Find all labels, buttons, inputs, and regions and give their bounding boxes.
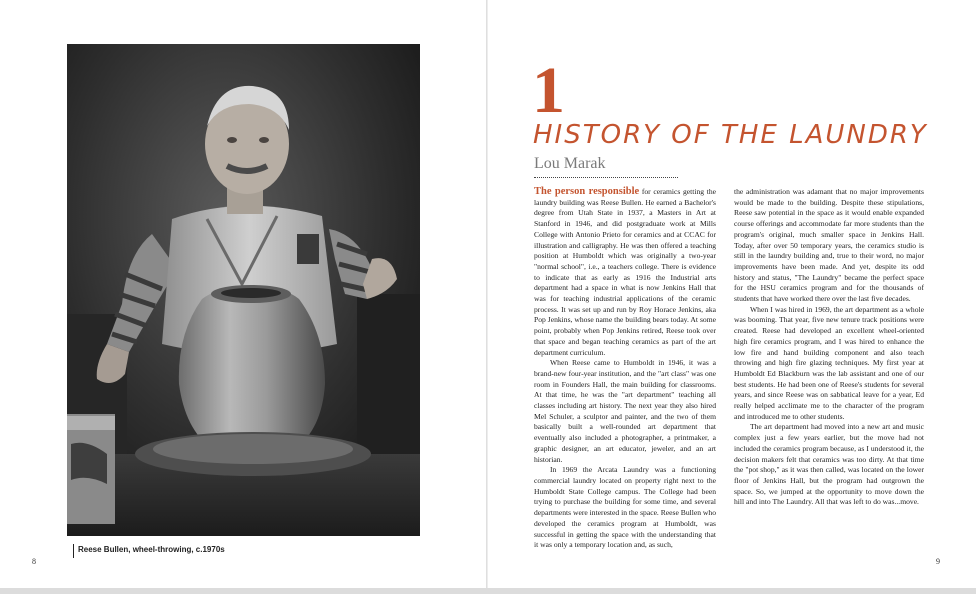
paragraph-text: for ceramics getting the laundry building was Reese Bullen. He earned a Bachelor's degree from Utah State in 1937, a Masters in Art at Stanford in 1946, and did postgraduate work at Mills College with Antonio Prieto for ceramics and at CCAC for illustration and calligraphy. He was then offered a teaching position at Humboldt which was originally a two-year "normal school", i.e., a teachers college. There is evidence to indicate that as early as 1916 the Industrial arts department had a space in what is now Jenkins Hall that was for teaching industrial applications of the ceramic process. It was set up and run by Roy Horace Jenkins, aka Pop Jenkins, whose name the building bears today. At some point, probably when Pop Jenkins retired, Reese took over that space and began teaching ceramics as part of the art department curriculum. bbox=[534, 187, 716, 357]
portrait-photo bbox=[67, 44, 420, 536]
paragraph: the administration was adamant that no major improvements would be made to the building. Despite these stipulations, Reese saw potential in the space as it would enable expanded course offerings and accommodate far more students than the program's original, much smaller space in Jenkins Hall. Today, after over 50 temporary years, the ceramics studio is still in the laundry building and, true to their word, no major improvements have been made. And yet, despite its odd history and status, "The Laundry" became the perfect space for the HSU ceramics program and for the thousands of students that have worked there over the last five decades. bbox=[734, 187, 924, 304]
caption-rule bbox=[73, 544, 74, 558]
paragraph bbox=[534, 187, 716, 358]
page-edge bbox=[0, 588, 976, 594]
lead-in: The person responsible bbox=[534, 186, 640, 197]
potter-illustration bbox=[67, 44, 420, 536]
book-gutter bbox=[486, 0, 488, 594]
paragraph: When Reese came to Humboldt in 1946, it was a brand-new four-year institution, and the "art class" was one room in Founders Hall, the main building for classrooms. At that time, he was the "art department" teaching all classes including art history. The next year they also hired Mel Schuler, a sculptor and painter, and the two of them basically built a well-rounded art department that eventually also included a photographer, a printmaker, a graphic designer, an art educator, jeweler, and an art historian. bbox=[534, 358, 716, 464]
page-number-right: 9 bbox=[936, 557, 940, 566]
paragraph: The art department had moved into a new art and music complex just a few years earlier, but the move had not included the ceramics program because, as I understood it, the decision makers felt that ceramics was too dirty. At that time the "pot shop," as it was then called, was located on the lower floor of Jenkins Hall, but the program had outgrown the space. So, we jumped at the opportunity to move down the hill and into The Laundry. All that was left to do was...move. bbox=[734, 422, 924, 507]
body-column-1 bbox=[534, 187, 716, 551]
chapter-number: 1 bbox=[532, 54, 565, 127]
chapter-title: HISTORY OF THE LAUNDRY bbox=[533, 120, 928, 150]
photo-caption: Reese Bullen, wheel-throwing, c.1970s bbox=[78, 545, 225, 554]
author-divider bbox=[534, 177, 678, 178]
paragraph: In 1969 the Arcata Laundry was a functioning commercial laundry located on property right next to the Humboldt State College campus. The College had been trying to purchase the building for some time, and several departments were interested in the space. Reese Bullen who developed the ceramics program at Humboldt, was successful in getting the space with the understanding that it was only a temporary location and, as such, bbox=[534, 465, 716, 550]
page-number-left: 8 bbox=[32, 557, 36, 566]
paragraph: When I was hired in 1969, the art department as a whole was booming. That year, five new tenure track positions were created. Reese had developed an excellent wheel-oriented high fire ceramics program, and I was hired to enhance the low fire and hand building component and also teach throwing and high fire glazing techniques. My first year at Humboldt Ed Blackburn was the lab assistant and one of our best students. He had been one of Reese's students for several years, and since Reese was on sabbatical leave for a year, Ed really helped acclimate me to the character of the program and introduced me to other students. bbox=[734, 304, 924, 421]
author-name: Lou Marak bbox=[534, 155, 606, 172]
body-column-2 bbox=[734, 187, 924, 508]
